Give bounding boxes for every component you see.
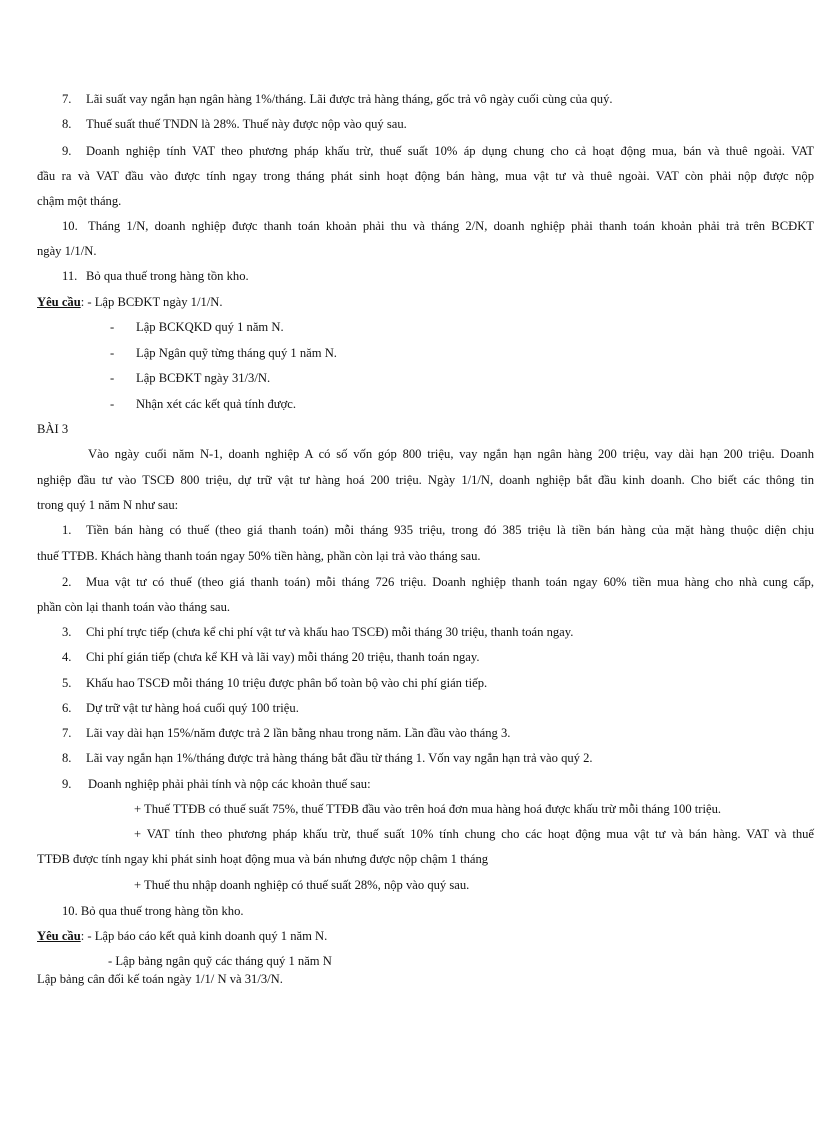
item-number: 5.: [62, 676, 72, 690]
requirement-item: - Lập bảng ngân quỹ các tháng quý 1 năm N: [108, 954, 332, 968]
requirement-item-text: Nhận xét các kết quả tính được.: [136, 397, 297, 411]
intro-line: nghiệp đầu tư vào TSCĐ 800 triệu, dự trữ vật tư hàng hoá 200 triệu. Ngày 1/1/N, doanh nghiệp bắt đầu kinh doanh. Cho biết các thông tin: [37, 473, 814, 487]
item-text: Tiền bán hàng có thuế (theo giá thanh toán) mỗi tháng 935 triệu, trong đó 385 triệu là tiền bán hàng của mặt hàng thuộc diện chịu: [86, 523, 814, 537]
text-line: thuế TTĐB. Khách hàng thanh toán ngay 50% tiền hàng, phần còn lại trả vào tháng sau.: [37, 549, 481, 563]
requirement-line: [37, 296, 223, 309]
item-number: 4.: [62, 650, 72, 664]
list-item: [62, 220, 814, 233]
item-text: Doanh nghiệp phải phải tính và nộp các khoản thuế sau:: [88, 777, 371, 791]
requirement-item-text: Lập BCKQKD quý 1 năm N.: [136, 320, 284, 334]
requirement-label: Yêu cầu: [37, 295, 81, 309]
item-number: 2.: [62, 575, 72, 589]
bullet-dash: -: [110, 371, 115, 385]
list-item: [62, 93, 613, 106]
list-item: [62, 702, 299, 715]
item-number: 9.: [62, 144, 72, 158]
item-text: Chi phí gián tiếp (chưa kể KH và lãi vay) mỗi tháng 20 triệu, thanh toán ngay.: [86, 650, 480, 664]
item-text: Dự trữ vật tư hàng hoá cuối quý 100 triệu.: [86, 701, 299, 715]
item-text: Thuế suất thuế TNDN là 28%. Thuế này được nộp vào quý sau.: [86, 117, 407, 131]
intro-line: trong quý 1 năm N như sau:: [37, 498, 179, 512]
text-line: ngày 1/1/N.: [37, 244, 97, 258]
requirement-item: [110, 398, 296, 411]
item-number: 8.: [62, 751, 72, 765]
bullet-dash: -: [110, 346, 115, 360]
item-text: Lãi vay dài hạn 15%/năm được trả 2 lần bằng nhau trong năm. Lần đầu vào tháng 3.: [86, 726, 511, 740]
requirement-item: [110, 347, 337, 360]
list-item: [62, 727, 510, 740]
tax-line: + Thuế thu nhập doanh nghiệp có thuế suất 28%, nộp vào quý sau.: [134, 878, 470, 892]
list-item: [62, 524, 814, 537]
requirement-item: [110, 372, 270, 385]
list-item: [62, 651, 480, 664]
requirement-item: Lập bảng cân đối kế toán ngày 1/1/ N và 31/3/N.: [37, 972, 283, 986]
item-number: 7.: [62, 726, 72, 740]
requirement-text: : - Lập báo cáo kết quả kinh doanh quý 1 năm N.: [80, 929, 328, 943]
tax-line: TTĐB được tính ngay khi phát sinh hoạt động mua và bán nhưng được nộp chậm 1 tháng: [37, 852, 489, 866]
item-text: Tháng 1/N, doanh nghiệp được thanh toán khoản phải thu và tháng 2/N, doanh nghiệp phải thanh toán khoản phải trả trên BCĐKT: [88, 219, 814, 233]
list-item: [62, 677, 487, 690]
item-number: 9.: [62, 777, 72, 791]
item-number: 10.: [62, 219, 78, 233]
item-text: Mua vật tư có thuế (theo giá thanh toán) mỗi tháng 726 triệu. Doanh nghiệp thanh toán ngay 60% tiền mua hàng cho nhà cung cấp,: [86, 575, 814, 589]
list-item: [62, 270, 249, 283]
list-item: [62, 778, 371, 791]
list-item: [62, 576, 814, 589]
item-number: 3.: [62, 625, 72, 639]
requirement-text: : - Lập BCĐKT ngày 1/1/N.: [80, 295, 223, 309]
item-text: Khấu hao TSCĐ mỗi tháng 10 triệu được phân bổ toàn bộ vào chi phí gián tiếp.: [86, 676, 488, 690]
list-item: [62, 118, 407, 131]
item-number: 1.: [62, 523, 72, 537]
bullet-dash: -: [110, 320, 115, 334]
list-item: [62, 626, 573, 639]
requirement-line: [37, 930, 327, 943]
intro-line: Vào ngày cuối năm N-1, doanh nghiệp A có số vốn góp 800 triệu, vay ngắn hạn ngân hàng 200 triệu, vay dài hạn 200 triệu. Doanh: [88, 447, 814, 461]
item-text: Doanh nghiệp tính VAT theo phương pháp khấu trừ, thuế suất 10% áp dụng chung cho cả hoạt động mua, bán và thuê ngoài. VAT: [86, 144, 814, 158]
item-number: 11.: [62, 269, 78, 283]
list-item: 10. Bỏ qua thuế trong hàng tồn kho.: [62, 904, 244, 918]
item-number: 6.: [62, 701, 72, 715]
text-line: chậm một tháng.: [37, 194, 122, 208]
section-title: BÀI 3: [37, 422, 69, 436]
list-item: [62, 752, 593, 765]
bullet-dash: -: [110, 397, 115, 411]
item-number: 8.: [62, 117, 72, 131]
text-line: phần còn lại thanh toán vào tháng sau.: [37, 600, 231, 614]
item-text: Lãi vay ngắn hạn 1%/tháng được trả hàng tháng bắt đầu từ tháng 1. Vốn vay ngắn hạn trả vào quý 2.: [86, 751, 593, 765]
item-text: Chi phí trực tiếp (chưa kể chi phí vật tư và khấu hao TSCĐ) mỗi tháng 30 triệu, thanh toán ngay.: [86, 625, 574, 639]
requirement-item-text: Lập BCĐKT ngày 31/3/N.: [136, 371, 271, 385]
item-number: 7.: [62, 92, 72, 106]
tax-line: + VAT tính theo phương pháp khấu trừ, thuế suất 10% tính chung cho các hoạt động mua vật tư và bán hàng. VAT và thuế: [134, 827, 814, 841]
text-line: đầu ra và VAT đầu vào được tính ngay trong tháng phát sinh hoạt động bán hàng, mua vật tư và thuê ngoài. VAT còn phải nộp được nộp: [37, 169, 814, 183]
requirement-label: Yêu cầu: [37, 929, 81, 943]
item-text: Bỏ qua thuế trong hàng tồn kho.: [86, 269, 249, 283]
requirement-item: [110, 321, 284, 334]
requirement-item-text: Lập Ngân quỹ từng tháng quý 1 năm N.: [136, 346, 337, 360]
list-item: [62, 145, 814, 158]
item-text: Lãi suất vay ngắn hạn ngân hàng 1%/tháng. Lãi được trả hàng tháng, gốc trả vô ngày cuối cùng của quý.: [86, 92, 613, 106]
tax-line: + Thuế TTĐB có thuế suất 75%, thuế TTĐB đầu vào trên hoá đơn mua hàng hoá được khấu trừ mỗi tháng 100 triệu.: [134, 802, 722, 816]
